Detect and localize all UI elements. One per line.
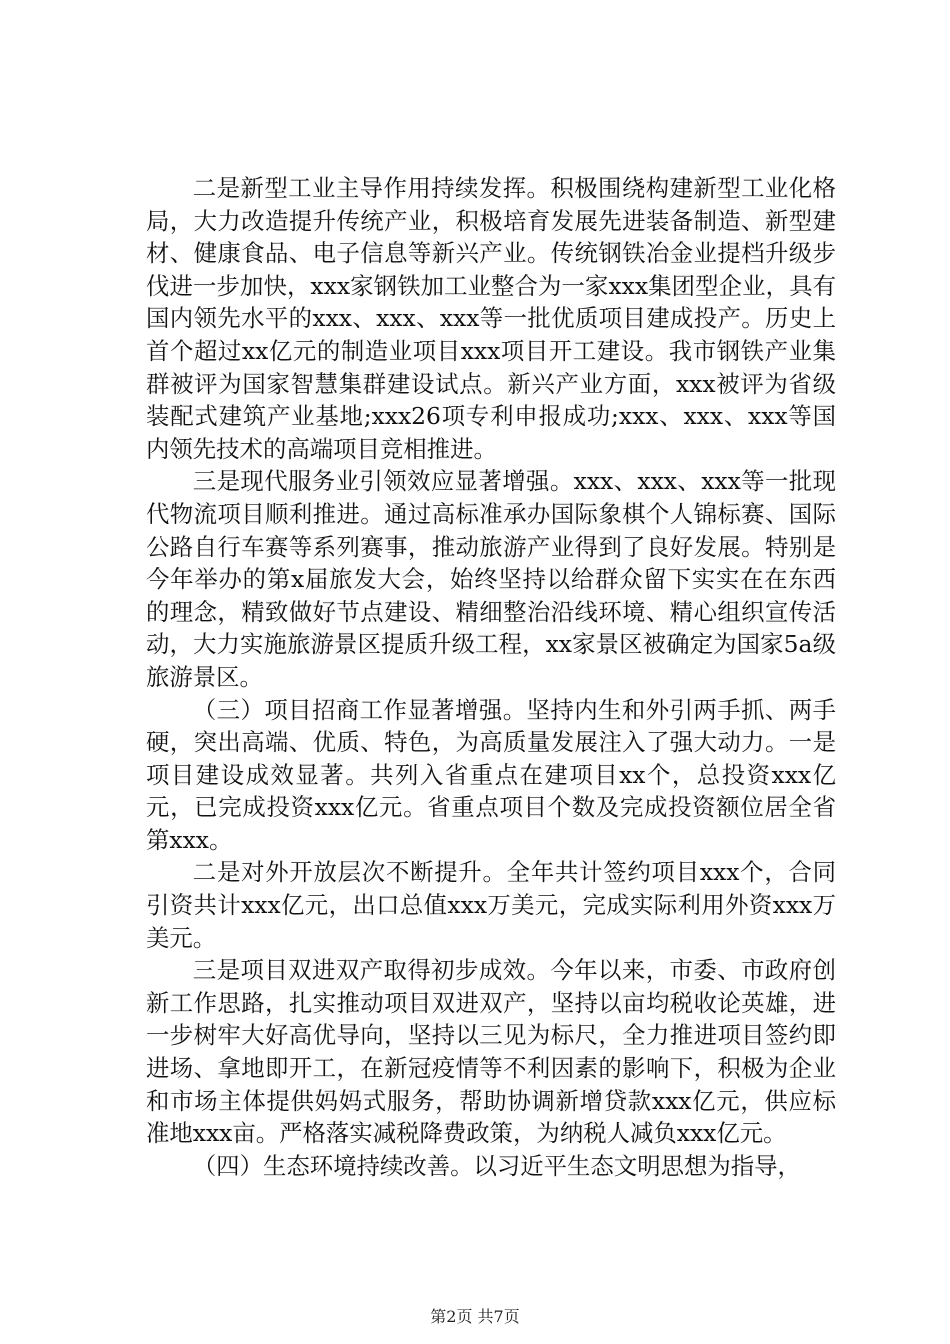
paragraph-ecology: （四）生态环境持续改善。以习近平生态文明思想为指导， <box>192 1151 801 1180</box>
paragraph-dual-projects: 三是项目双进双产取得初步成效。今年以来，市委、市政府创新工作思路，扎实推动项目双进双产，坚持以亩均税收论英雄，进一步树牢大好高优导向，坚持以三见为标尺，全力推进项目签约即进场、拿地即开工，在新冠疫情等不利因素的影响下，积极为企业和市场主体提供妈妈式服务，帮助协调新增贷款xxx亿元，供应标准地xxx亩。严格落实减税降费政策，为纳税人减负xxx亿元。 <box>146 956 836 1148</box>
paragraph-projects: （三）项目招商工作显著增强。坚持内生和外引两手抓、两手硬，突出高端、优质、特色，为高质量发展注入了强大动力。一是项目建设成效显著。共列入省重点在建项目xx个，总投资xxx亿元，已完成投资xxx亿元。省重点项目个数及完成投资额位居全省第xxx。 <box>146 695 836 854</box>
page-footer: 第2页 共7页 <box>430 1307 520 1326</box>
document-body <box>146 172 836 1182</box>
paragraph-services: 三是现代服务业引领效应显著增强。xxx、xxx、xxx等一批现代物流项目顺利推进。通过高标准承办国际象棋个人锦标赛、国际公路自行车赛等系列赛事，推动旅游产业得到了良好发展。特别是今年举办的第x届旅发大会，始终坚持以给群众留下实实在在东西的理念，精致做好节点建设、精细整治沿线环境、精心组织宣传活动，大力实施旅游景区提质升级工程，xx家景区被确定为国家5a级旅游景区。 <box>146 467 836 691</box>
paragraph-industry: 二是新型工业主导作用持续发挥。积极围绕构建新型工业化格局，大力改造提升传统产业，积极培育发展先进装备制造、新型建材、健康食品、电子信息等新兴产业。传统钢铁冶金业提档升级步伐进一步加快，xxx家钢铁加工业整合为一家xxx集团型企业，具有国内领先水平的xxx、xxx、xxx等一批优质项目建成投产。历史上首个超过xx亿元的制造业项目xxx项目开工建设。我市钢铁产业集群被评为国家智慧集群建设试点。新兴产业方面，xxx被评为省级装配式建筑产业基地;xxx26项专利申报成功;xxx、xxx、xxx等国内领先技术的高端项目竞相推进。 <box>146 174 836 463</box>
paragraph-opening-up: 二是对外开放层次不断提升。全年共计签约项目xxx个，合同引资共计xxx亿元，出口总值xxx万美元，完成实际利用外资xxx万美元。 <box>146 858 836 952</box>
